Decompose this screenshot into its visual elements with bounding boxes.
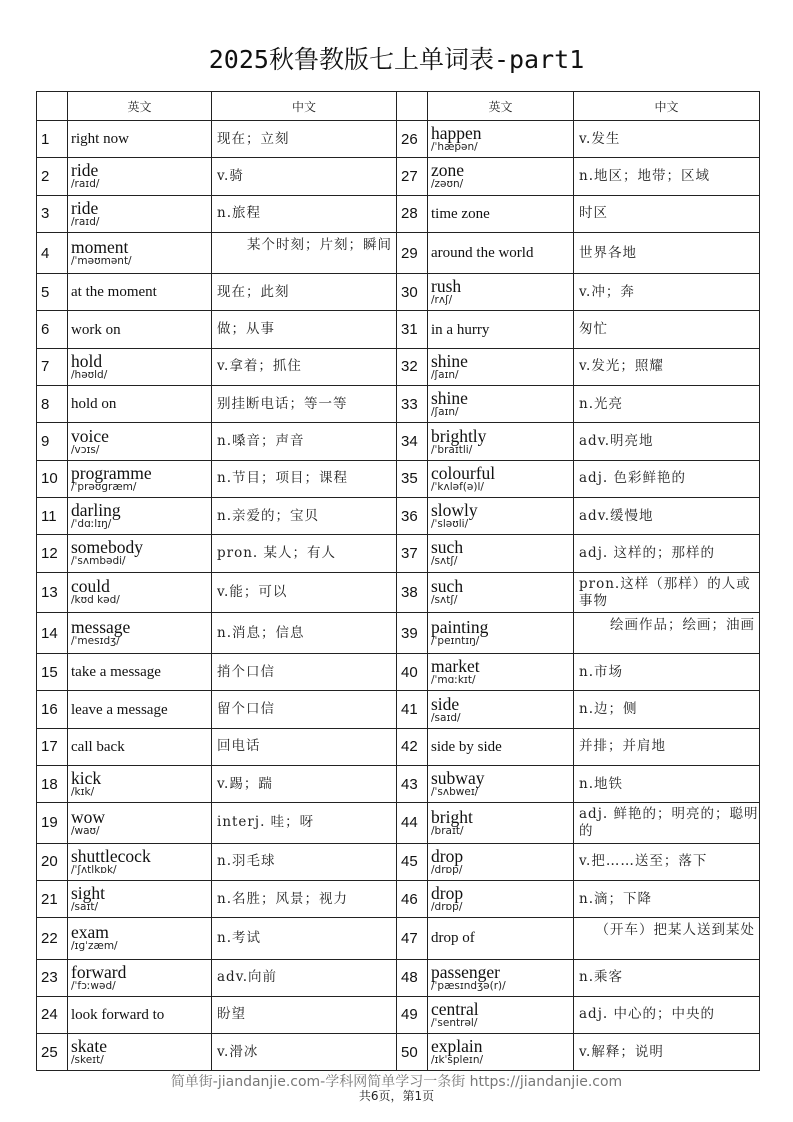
english-cell xyxy=(428,654,574,691)
entry-number: 5 xyxy=(37,274,68,311)
entry-number: 40 xyxy=(397,654,428,691)
phonetic-transcription: /sʌtʃ/ xyxy=(431,594,458,607)
chinese-meaning: pron.这样（那样）的人或事物 xyxy=(574,572,760,612)
phonetic-transcription: /sʌtʃ/ xyxy=(431,555,458,568)
english-cell xyxy=(428,497,574,534)
chinese-meaning: n.消息；信息 xyxy=(212,612,397,653)
entry-number: 21 xyxy=(37,880,68,917)
phonetic-transcription: /saɪd/ xyxy=(431,711,461,724)
english-cell xyxy=(428,959,574,996)
english-word: moment xyxy=(71,237,129,258)
entry-number: 13 xyxy=(37,572,68,612)
english-word: around the world xyxy=(431,245,534,262)
english-cell xyxy=(428,423,574,460)
watermark-footer: 简单街-jiandanjie.com-学科网简单学习一条街 https://jiandanjie.com xyxy=(170,1074,623,1090)
page-number: 共6页，第1页 xyxy=(358,1089,435,1103)
chinese-meaning: n.考试 xyxy=(212,918,397,959)
english-cell xyxy=(428,460,574,497)
entry-number: 38 xyxy=(397,572,428,612)
chinese-meaning: v.把……送至；落下 xyxy=(574,843,760,880)
header-number-right xyxy=(397,92,428,121)
english-cell xyxy=(428,232,574,273)
english-cell xyxy=(428,1034,574,1071)
english-word: work on xyxy=(71,321,121,338)
phonetic-transcription: /ˈkʌləf(ə)l/ xyxy=(431,480,484,493)
english-word: could xyxy=(71,576,110,597)
english-cell xyxy=(68,121,212,158)
entry-number: 3 xyxy=(37,195,68,232)
phonetic-transcription: /ʃaɪn/ xyxy=(431,368,459,381)
english-cell xyxy=(428,348,574,385)
english-word: take a message xyxy=(71,664,161,681)
english-word: message xyxy=(71,617,131,637)
chinese-meaning: adj. 中心的；中央的 xyxy=(574,996,760,1033)
english-cell xyxy=(68,232,212,273)
english-word: such xyxy=(431,537,464,558)
english-word: programme xyxy=(71,462,152,483)
english-cell xyxy=(68,918,212,959)
table-header-row xyxy=(37,92,760,121)
english-word: side xyxy=(431,693,460,714)
english-word: brightly xyxy=(431,425,487,446)
header-english-left: 英文 xyxy=(68,92,212,121)
entry-number: 34 xyxy=(397,423,428,460)
english-cell xyxy=(68,497,212,534)
phonetic-transcription: /kɪk/ xyxy=(71,786,95,799)
english-word: shine xyxy=(431,388,468,409)
chinese-meaning: n.旅程 xyxy=(212,195,397,232)
table-row xyxy=(37,1034,760,1071)
chinese-meaning: n.地区；地带；区域 xyxy=(574,158,760,195)
entry-number: 26 xyxy=(397,121,428,158)
english-cell xyxy=(428,158,574,195)
entry-number: 9 xyxy=(37,423,68,460)
english-cell xyxy=(68,612,212,653)
english-cell xyxy=(68,843,212,880)
english-cell xyxy=(428,918,574,959)
chinese-meaning: 捎个口信 xyxy=(212,654,397,691)
table-row xyxy=(37,232,760,273)
entry-number: 14 xyxy=(37,612,68,653)
english-word: passenger xyxy=(431,961,501,982)
phonetic-transcription: /ˈpæsɪndʒə(r)/ xyxy=(431,979,506,992)
chinese-meaning: n.亲爱的；宝贝 xyxy=(212,497,397,534)
table-row xyxy=(37,918,760,959)
english-cell xyxy=(428,691,574,728)
english-word: side by side xyxy=(431,738,502,755)
chinese-meaning: v.滑冰 xyxy=(212,1034,397,1071)
entry-number: 6 xyxy=(37,311,68,348)
chinese-meaning: v.踢；踹 xyxy=(212,766,397,803)
entry-number: 48 xyxy=(397,959,428,996)
english-word: hold on xyxy=(71,396,117,413)
entry-number: 15 xyxy=(37,654,68,691)
phonetic-transcription: /ˈprəʊɡræm/ xyxy=(71,480,137,493)
english-word: hold xyxy=(71,350,103,371)
entry-number: 24 xyxy=(37,996,68,1033)
phonetic-transcription: /ˈsʌbweɪ/ xyxy=(431,786,479,799)
english-word: time zone xyxy=(431,205,490,222)
header-number-left xyxy=(37,92,68,121)
phonetic-transcription: /rʌʃ/ xyxy=(431,294,453,307)
entry-number: 33 xyxy=(397,386,428,423)
english-cell xyxy=(68,535,212,572)
phonetic-transcription: /ˈdɑːlɪŋ/ xyxy=(71,518,112,531)
vocabulary-table xyxy=(36,91,760,1071)
english-cell xyxy=(428,535,574,572)
chinese-meaning: 匆忙 xyxy=(574,311,760,348)
english-word: exam xyxy=(71,922,109,943)
english-cell xyxy=(428,121,574,158)
table-row xyxy=(37,121,760,158)
english-cell xyxy=(68,691,212,728)
entry-number: 45 xyxy=(397,843,428,880)
phonetic-transcription: /ˈfɔːwəd/ xyxy=(71,979,116,992)
phonetic-transcription: /zəʊn/ xyxy=(431,178,464,191)
chinese-meaning: n.光亮 xyxy=(574,386,760,423)
english-word: colourful xyxy=(431,462,496,483)
chinese-meaning: n.市场 xyxy=(574,654,760,691)
phonetic-transcription: /ˈsʌmbədi/ xyxy=(71,555,126,568)
table-row xyxy=(37,880,760,917)
table-row xyxy=(37,654,760,691)
table-row xyxy=(37,843,760,880)
chinese-meaning: 回电话 xyxy=(212,728,397,765)
table-row xyxy=(37,195,760,232)
entry-number: 31 xyxy=(397,311,428,348)
table-row xyxy=(37,959,760,996)
entry-number: 30 xyxy=(397,274,428,311)
chinese-meaning: v.发光；照耀 xyxy=(574,348,760,385)
english-cell xyxy=(428,766,574,803)
phonetic-transcription: /drɒp/ xyxy=(431,863,463,876)
phonetic-transcription: /ˈməʊmənt/ xyxy=(71,255,132,268)
chinese-meaning: v.拿着；抓住 xyxy=(212,348,397,385)
english-cell xyxy=(68,766,212,803)
english-cell xyxy=(428,880,574,917)
chinese-meaning: n.边；侧 xyxy=(574,691,760,728)
english-cell xyxy=(428,386,574,423)
table-row xyxy=(37,386,760,423)
entry-number: 10 xyxy=(37,460,68,497)
chinese-meaning: 绘画作品；绘画；油画 xyxy=(574,612,760,653)
english-word: skate xyxy=(71,1036,107,1057)
chinese-meaning: adv.缓慢地 xyxy=(574,497,760,534)
phonetic-transcription: /raɪd/ xyxy=(71,178,100,191)
english-cell xyxy=(68,158,212,195)
english-cell xyxy=(428,274,574,311)
chinese-meaning: adv.明亮地 xyxy=(574,423,760,460)
entry-number: 16 xyxy=(37,691,68,728)
chinese-meaning: 做；从事 xyxy=(212,311,397,348)
table-row xyxy=(37,728,760,765)
english-cell xyxy=(68,1034,212,1071)
english-cell xyxy=(428,311,574,348)
english-word: ride xyxy=(71,160,99,181)
english-cell xyxy=(68,386,212,423)
entry-number: 17 xyxy=(37,728,68,765)
english-cell xyxy=(428,195,574,232)
table-row xyxy=(37,460,760,497)
english-cell xyxy=(428,612,574,653)
entry-number: 50 xyxy=(397,1034,428,1071)
entry-number: 36 xyxy=(397,497,428,534)
english-word: kick xyxy=(71,768,102,789)
phonetic-transcription: /saɪt/ xyxy=(71,901,98,914)
chinese-meaning: 世界各地 xyxy=(574,232,760,273)
chinese-meaning: n.名胜；风景；视力 xyxy=(212,880,397,917)
english-word: darling xyxy=(71,500,121,521)
table-row xyxy=(37,766,760,803)
entry-number: 25 xyxy=(37,1034,68,1071)
english-cell xyxy=(428,996,574,1033)
table-row xyxy=(37,612,760,653)
phonetic-transcription: /ɪkˈspleɪn/ xyxy=(431,1054,484,1067)
entry-number: 1 xyxy=(37,121,68,158)
english-cell xyxy=(68,572,212,612)
english-cell xyxy=(68,348,212,385)
chinese-meaning: 并排；并肩地 xyxy=(574,728,760,765)
chinese-meaning: n.滴；下降 xyxy=(574,880,760,917)
entry-number: 44 xyxy=(397,803,428,843)
english-word: forward xyxy=(71,961,127,982)
phonetic-transcription: /braɪt/ xyxy=(431,824,464,837)
chinese-meaning: 现在；此刻 xyxy=(212,274,397,311)
english-cell xyxy=(428,803,574,843)
english-cell xyxy=(68,311,212,348)
english-word: at the moment xyxy=(71,284,157,301)
chinese-meaning: 时区 xyxy=(574,195,760,232)
chinese-meaning: v.发生 xyxy=(574,121,760,158)
phonetic-transcription: /kʊd kəd/ xyxy=(71,594,120,607)
english-word: subway xyxy=(431,768,485,789)
english-word: drop xyxy=(431,883,464,904)
english-cell xyxy=(68,803,212,843)
phonetic-transcription: /raɪd/ xyxy=(71,215,100,228)
english-word: bright xyxy=(431,806,473,827)
entry-number: 20 xyxy=(37,843,68,880)
english-word: central xyxy=(431,998,479,1019)
english-cell xyxy=(428,728,574,765)
chinese-meaning: adj. 色彩鲜艳的 xyxy=(574,460,760,497)
table-row xyxy=(37,423,760,460)
english-word: explain xyxy=(431,1036,483,1057)
entry-number: 8 xyxy=(37,386,68,423)
entry-number: 11 xyxy=(37,497,68,534)
entry-number: 28 xyxy=(397,195,428,232)
table-row xyxy=(37,497,760,534)
entry-number: 39 xyxy=(397,612,428,653)
entry-number: 7 xyxy=(37,348,68,385)
phonetic-transcription: /ˈsləʊli/ xyxy=(431,518,469,531)
chinese-meaning: v.解释；说明 xyxy=(574,1034,760,1071)
english-word: slowly xyxy=(431,500,478,521)
english-cell xyxy=(68,959,212,996)
english-word: drop xyxy=(431,845,464,866)
english-cell xyxy=(68,654,212,691)
english-word: drop of xyxy=(431,930,475,947)
table-row xyxy=(37,158,760,195)
chinese-meaning: n.地铁 xyxy=(574,766,760,803)
phonetic-transcription: /ˈmɑːkɪt/ xyxy=(431,674,476,687)
english-word: call back xyxy=(71,738,125,755)
chinese-meaning: pron. 某人；有人 xyxy=(212,535,397,572)
header-chinese-left: 中文 xyxy=(212,92,397,121)
english-word: ride xyxy=(71,197,99,218)
english-word: zone xyxy=(431,160,465,181)
entry-number: 27 xyxy=(397,158,428,195)
english-word: in a hurry xyxy=(431,321,490,338)
chinese-meaning: （开车）把某人送到某处 xyxy=(574,918,760,959)
phonetic-transcription: /ʃaɪn/ xyxy=(431,406,459,419)
entry-number: 12 xyxy=(37,535,68,572)
english-word: painting xyxy=(431,617,489,637)
table-row xyxy=(37,996,760,1033)
table-row xyxy=(37,572,760,612)
entry-number: 43 xyxy=(397,766,428,803)
english-cell xyxy=(68,996,212,1033)
entry-number: 47 xyxy=(397,918,428,959)
entry-number: 4 xyxy=(37,232,68,273)
english-cell xyxy=(68,423,212,460)
chinese-meaning: v.冲；奔 xyxy=(574,274,760,311)
entry-number: 49 xyxy=(397,996,428,1033)
english-word: market xyxy=(431,656,480,677)
table-row xyxy=(37,691,760,728)
english-cell xyxy=(68,460,212,497)
phonetic-transcription: /ˈhæpən/ xyxy=(431,141,478,154)
english-word: rush xyxy=(431,276,462,297)
chinese-meaning: 留个口信 xyxy=(212,691,397,728)
entry-number: 37 xyxy=(397,535,428,572)
page-title: 2025秋鲁教版七上单词表-part1 xyxy=(208,45,585,74)
table-row xyxy=(37,274,760,311)
phonetic-transcription: /ˈsentrəl/ xyxy=(431,1016,478,1029)
entry-number: 35 xyxy=(397,460,428,497)
entry-number: 23 xyxy=(37,959,68,996)
header-english-right: 英文 xyxy=(428,92,574,121)
chinese-meaning: n.节目；项目；课程 xyxy=(212,460,397,497)
entry-number: 42 xyxy=(397,728,428,765)
entry-number: 22 xyxy=(37,918,68,959)
english-cell xyxy=(68,880,212,917)
english-word: such xyxy=(431,576,464,597)
chinese-meaning: v.骑 xyxy=(212,158,397,195)
phonetic-transcription: /ˈbraɪtli/ xyxy=(431,443,473,456)
phonetic-transcription: /həʊld/ xyxy=(71,368,108,381)
english-word: shuttlecock xyxy=(71,845,151,866)
chinese-meaning: 某个时刻；片刻；瞬间 xyxy=(212,232,397,273)
chinese-meaning: n.乘客 xyxy=(574,959,760,996)
english-word: shine xyxy=(431,350,468,371)
english-word: right now xyxy=(71,131,129,148)
phonetic-transcription: /ɪɡˈzæm/ xyxy=(71,940,118,953)
entry-number: 41 xyxy=(397,691,428,728)
chinese-meaning: 盼望 xyxy=(212,996,397,1033)
entry-number: 46 xyxy=(397,880,428,917)
phonetic-transcription: /waʊ/ xyxy=(71,824,100,837)
chinese-meaning: n.羽毛球 xyxy=(212,843,397,880)
english-word: happen xyxy=(431,123,482,144)
chinese-meaning: adv.向前 xyxy=(212,959,397,996)
table-row xyxy=(37,535,760,572)
chinese-meaning: v.能；可以 xyxy=(212,572,397,612)
phonetic-transcription: /drɒp/ xyxy=(431,901,463,914)
entry-number: 29 xyxy=(397,232,428,273)
english-word: sight xyxy=(71,883,106,904)
entry-number: 2 xyxy=(37,158,68,195)
chinese-meaning: adj. 这样的；那样的 xyxy=(574,535,760,572)
table-row xyxy=(37,348,760,385)
english-word: somebody xyxy=(71,537,143,558)
english-word: voice xyxy=(71,425,109,446)
entry-number: 18 xyxy=(37,766,68,803)
header-chinese-right: 中文 xyxy=(574,92,760,121)
entry-number: 19 xyxy=(37,803,68,843)
chinese-meaning: 现在；立刻 xyxy=(212,121,397,158)
phonetic-transcription: /ˈpeɪntɪŋ/ xyxy=(431,635,480,647)
english-cell xyxy=(68,195,212,232)
english-cell xyxy=(68,728,212,765)
phonetic-transcription: /ˈmesɪdʒ/ xyxy=(71,635,120,647)
chinese-meaning: interj. 哇；呀 xyxy=(212,803,397,843)
english-word: wow xyxy=(71,806,106,827)
english-cell xyxy=(428,843,574,880)
english-cell xyxy=(68,274,212,311)
phonetic-transcription: /skeɪt/ xyxy=(71,1054,104,1067)
phonetic-transcription: /vɔɪs/ xyxy=(71,443,100,456)
table-row xyxy=(37,803,760,843)
phonetic-transcription: /ˈʃʌtlkɒk/ xyxy=(71,863,117,876)
table-row xyxy=(37,311,760,348)
entry-number: 32 xyxy=(397,348,428,385)
chinese-meaning: 别挂断电话；等一等 xyxy=(212,386,397,423)
chinese-meaning: n.嗓音；声音 xyxy=(212,423,397,460)
english-word: look forward to xyxy=(71,1006,165,1023)
english-word: leave a message xyxy=(71,701,168,718)
english-cell xyxy=(428,572,574,612)
chinese-meaning: adj. 鲜艳的；明亮的；聪明的 xyxy=(574,803,760,843)
